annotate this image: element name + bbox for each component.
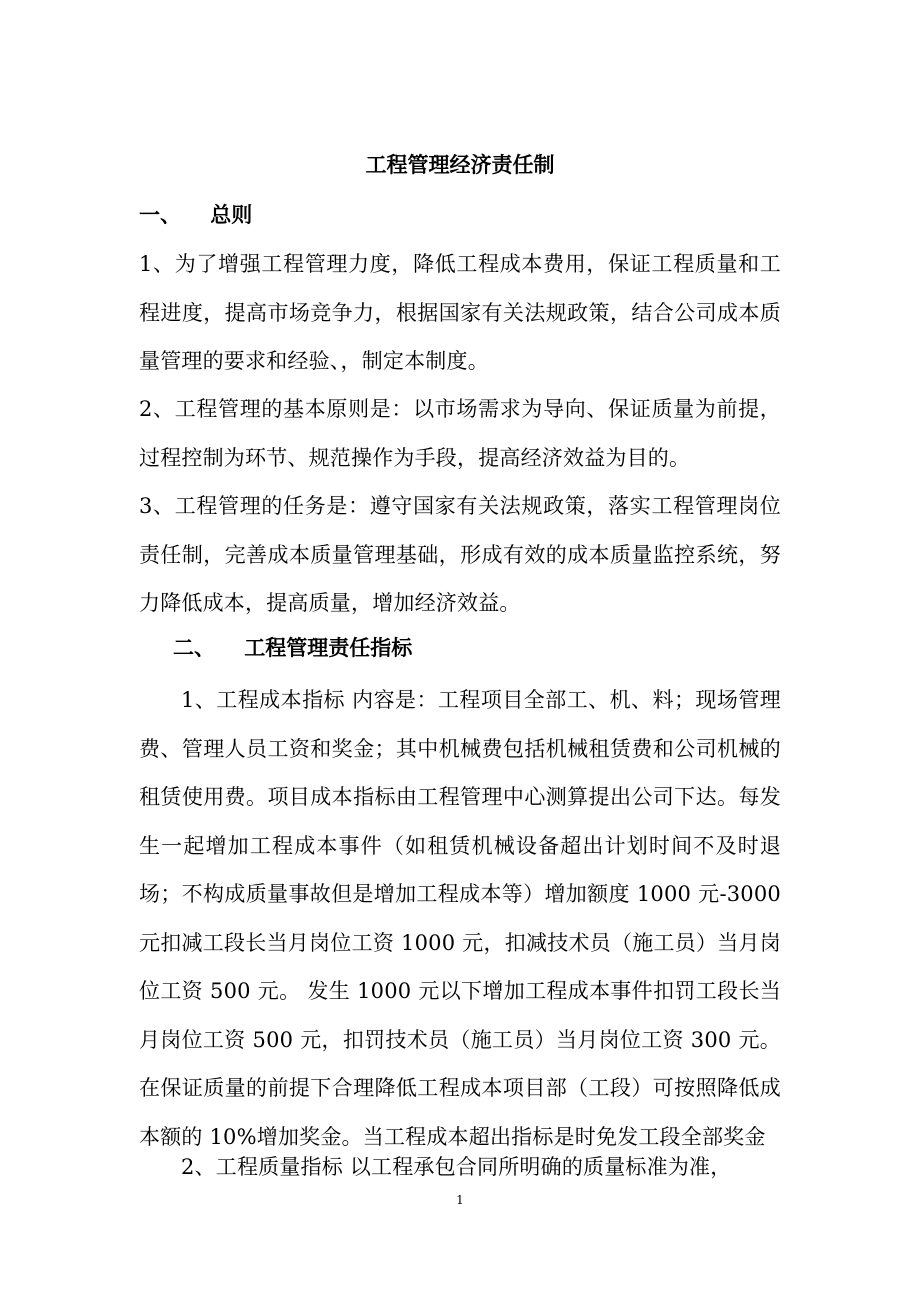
section-heading-general: 一、 总则 <box>139 202 253 227</box>
page-number: 1 <box>456 1193 464 1207</box>
paragraph: 2、工程管理的基本原则是：以市场需求为导向、保证质量为前提，过程控制为环节、规范操作为手段，提高经济效益为目的。 <box>139 397 781 470</box>
paragraph: 3、工程管理的任务是：遵守国家有关法规政策，落实工程管理岗位责任制，完善成本质量管理基础，形成有效的成本质量监控系统，努力降低成本，提高质量，增加经济效益。 <box>139 494 781 615</box>
document-title: 工程管理经济责任制 <box>365 152 555 177</box>
paragraph: 1、工程成本指标 内容是：工程项目全部工、机、料；现场管理费、管理人员工资和奖金；其中机械费包括机械租赁费和公司机械的租赁使用费。项目成本指标由工程管理中心测算提出公司下达。每发生一起增加工程成本事件（如租赁机械设备超出计划时间不及时退场；不构成质量事故但是增加工程成本等）增加额度 1000 元-3000 元扣减工段长当月岗位工资 1000 元，扣减技术员（施工员）当月岗位工资 500 元。 发生 1000 元以下增加工程成本事件扣罚工段长当月岗位工资 500 元，扣罚技术员（施工员）当月岗位工资 300 元。在保证质量的前提下合理降低工程成本项目部（工段）可按照降低成本额的 10%增加奖金。当工程成本超出指标是时免发工段全部奖金 <box>139 688 781 1149</box>
paragraph: 1、为了增强工程管理力度，降低工程成本费用，保证工程质量和工程进度，提高市场竞争力，根据国家有关法规政策，结合公司成本质量管理的要求和经验、，制定本制度。 <box>139 252 781 373</box>
section-heading-responsibility-indicators: 二、 工程管理责任指标 <box>173 635 413 660</box>
paragraph: 2、工程质量指标 以工程承包合同所明确的质量标准为准， <box>181 1155 732 1179</box>
